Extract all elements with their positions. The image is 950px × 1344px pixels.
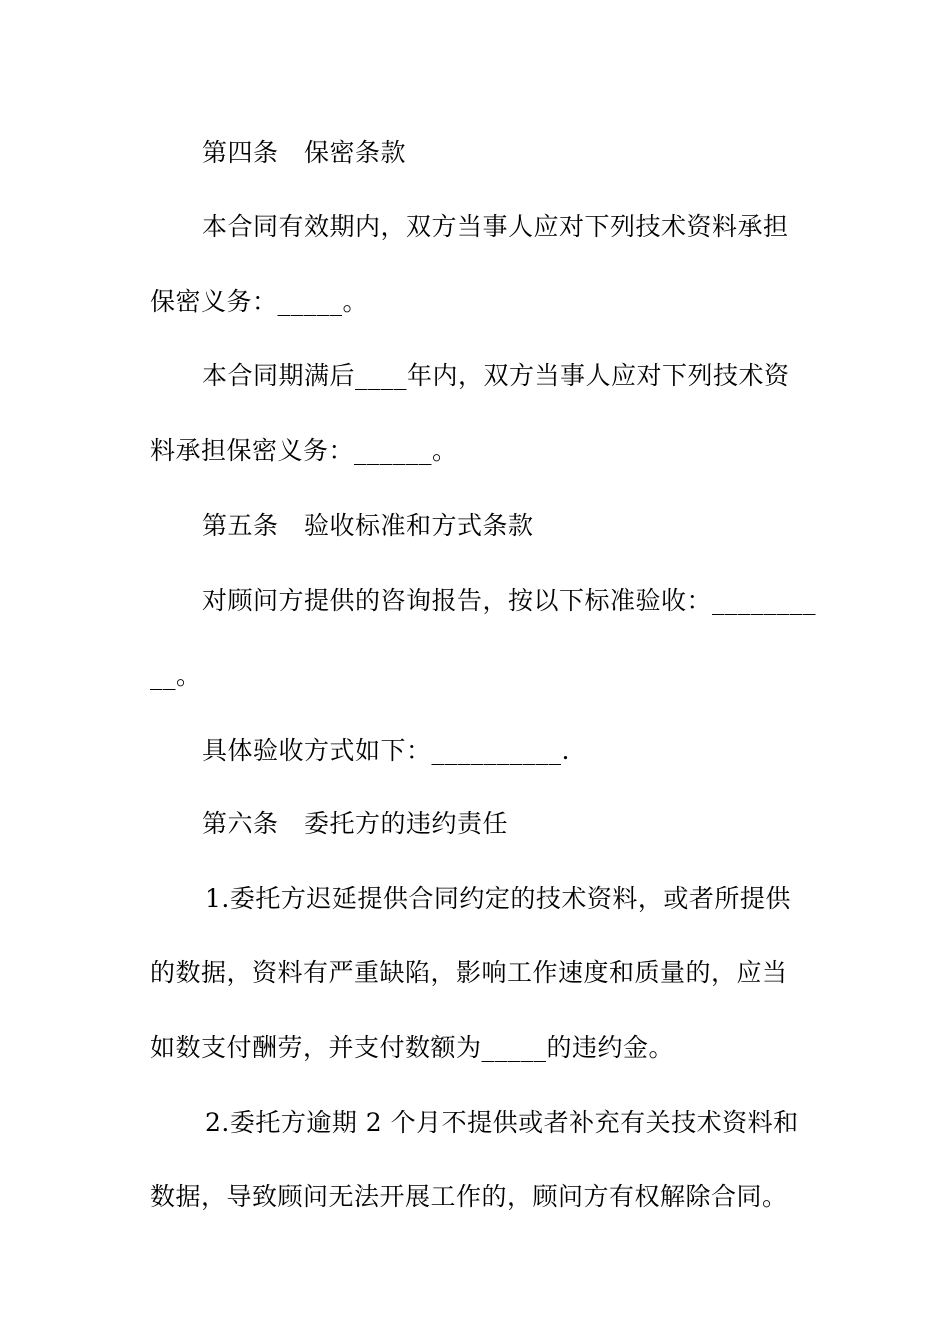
paragraph-line: 2.委托方逾期 2 个月不提供或者补充有关技术资料和 — [205, 1108, 799, 1137]
paragraph-line: 如数支付酬劳，并支付数额为_____的违约金。 — [150, 1033, 675, 1062]
section-heading-acceptance: 第五条 验收标准和方式条款 — [202, 511, 534, 540]
paragraph-line: 数据，导致顾问无法开展工作的，顾问方有权解除合同。 — [150, 1182, 788, 1211]
section-heading-breach-liability: 第六条 委托方的违约责任 — [202, 809, 509, 838]
paragraph-line: 本合同有效期内，双方当事人应对下列技术资料承担 — [202, 212, 789, 241]
paragraph-line: 对顾问方提供的咨询报告，按以下标准验收：________ — [202, 586, 817, 615]
paragraph-line: 1.委托方迟延提供合同约定的技术资料，或者所提供 — [205, 884, 791, 913]
paragraph-line: 料承担保密义务：______。 — [150, 436, 458, 465]
section-heading-confidentiality: 第四条 保密条款 — [202, 138, 407, 167]
paragraph-line: __。 — [150, 661, 202, 690]
paragraph-line: 的数据，资料有严重缺陷，影响工作速度和质量的，应当 — [150, 958, 788, 987]
paragraph-line: 保密义务：_____。 — [150, 287, 369, 316]
paragraph-line: 具体验收方式如下：__________. — [202, 736, 570, 765]
paragraph-line: 本合同期满后____年内，双方当事人应对下列技术资 — [202, 361, 790, 390]
